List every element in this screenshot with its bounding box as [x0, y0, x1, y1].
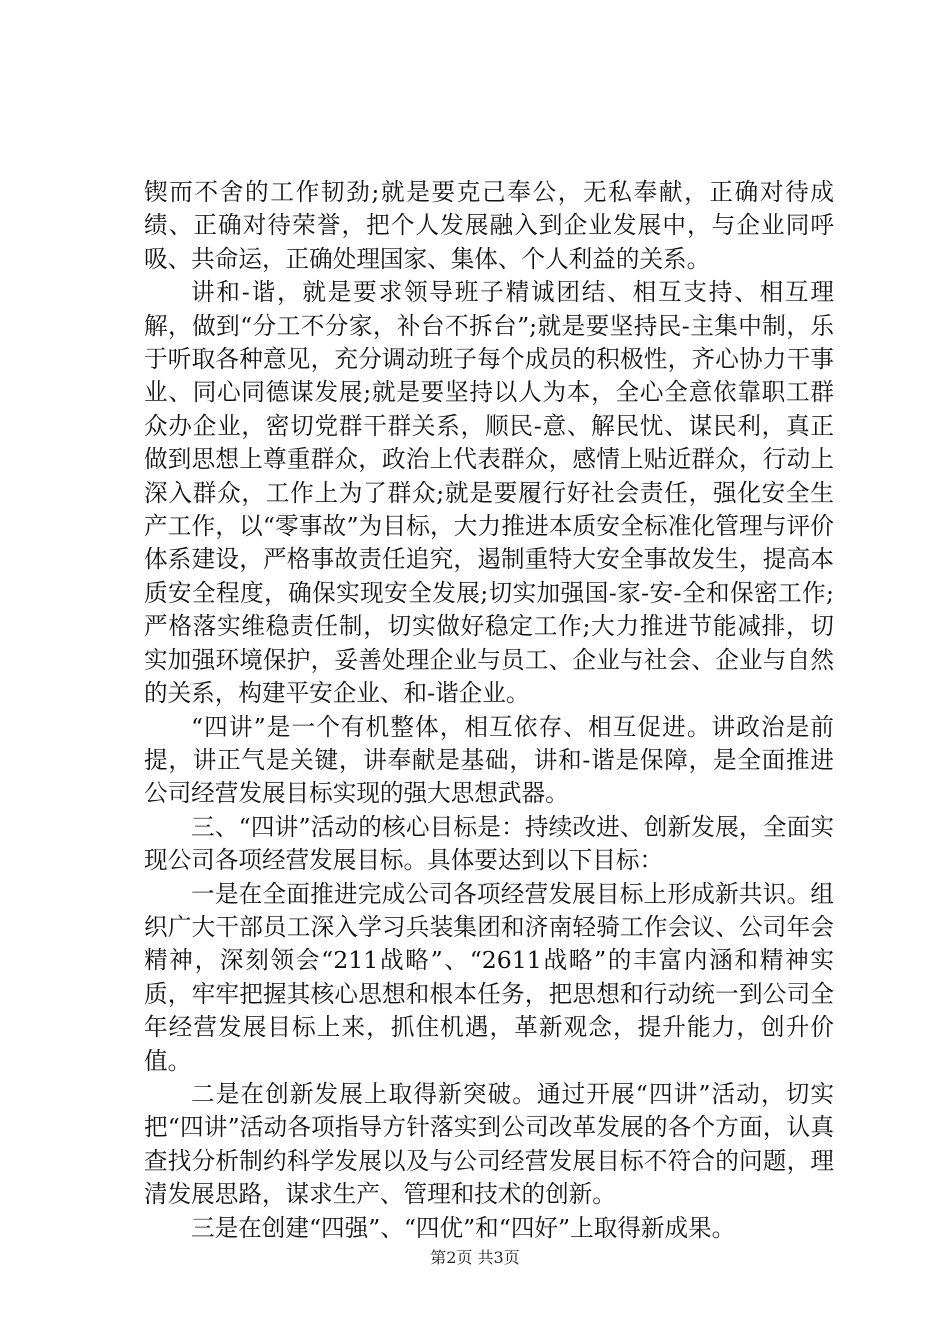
paragraph-four-talks-whole: “四讲”是一个有机整体，相互依存、相互促进。讲政治是前提，讲正气是关键，讲奉献是基础，讲和-谐是保障，是全面推进公司经营发展目标实现的强大思想武器。	[144, 712, 834, 808]
paragraph-section-three-heading: 三、“四讲”活动的核心目标是：持续改进、创新发展，全面实现公司各项经营发展目标。具体要达到以下目标：	[144, 812, 834, 875]
page-number-footer: 第2页 共3页	[430, 1248, 520, 1267]
paragraph-harmony: 讲和-谐，就是要求领导班子精诚团结、相互支持、相互理解，做到“分工不分家，补台不拆台”;就是要坚持民-主集中制，乐于听取各种意见，充分调动班子每个成员的积极性，齐心协力干事业、同心同德谋发展;就是要坚持以人为本，全心全意依靠职工群众办企业，密切党群干群关系，顺民-意、解民忧、谋民利，真正做到思想上尊重群众，政治上代表群众，感情上贴近群众，行动上深入群众，工作上为了群众;就是要履行好社会责任，强化安全生产工作，以“零事故”为目标，大力推进本质安全标准化管理与评价体系建设，严格事故责任追究，遏制重特大安全事故发生，提高本质安全程度，确保实现安全发展;切实加强国-家-安-全和保密工作;严格落实维稳责任制，切实做好稳定工作;大力推进节能减排，切实加强环境保护，妥善处理企业与员工、企业与社会、企业与自然的关系，构建平安企业、和-谐企业。	[144, 278, 834, 708]
paragraph-goal-one: 一是在全面推进完成公司各项经营发展目标上形成新共识。组织广大干部员工深入学习兵装集团和济南轻骑工作会议、公司年会精神，深刻领会“211战略”、“2611战略”的丰富内涵和精神实质，牢牢把握其核心思想和根本任务，把思想和行动统一到公司全年经营发展目标上来，抓住机遇，革新观念，提升能力，创升价值。	[144, 879, 834, 1075]
document-body	[144, 176, 834, 1245]
paragraph-goal-three: 三是在创建“四强”、“四优”和“四好”上取得新成果。	[191, 1213, 736, 1242]
paragraph-goal-two: 二是在创新发展上取得新突破。通过开展“四讲”活动，切实把“四讲”活动各项指导方针落实到公司改革发展的各个方面，认真查找分析制约科学发展以及与公司经营发展目标不符合的问题，理清发展思路，谋求生产、管理和技术的创新。	[144, 1079, 834, 1209]
paragraph-continuation: 锲而不舍的工作韧劲;就是要克己奉公，无私奉献，正确对待成绩、正确对待荣誉，把个人发展融入到企业发展中，与企业同呼吸、共命运，正确处理国家、集体、个人利益的关系。	[144, 178, 834, 273]
